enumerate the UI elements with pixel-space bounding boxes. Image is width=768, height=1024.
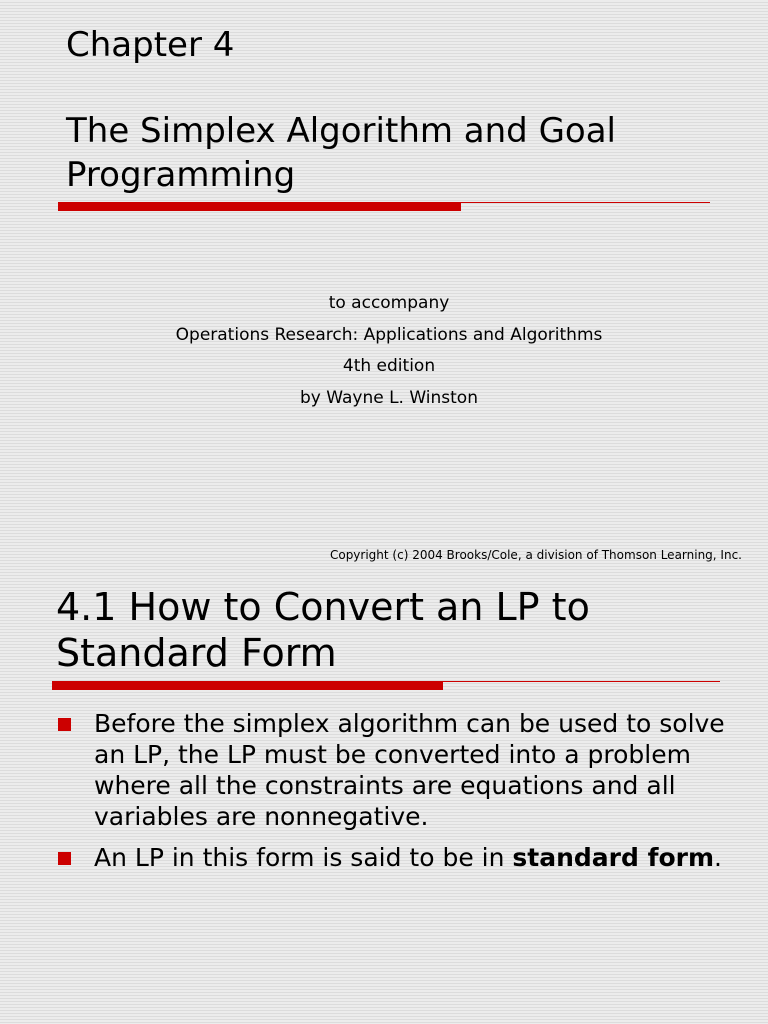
section-title: 4.1 How to Convert an LP to Standard Form xyxy=(56,585,590,675)
list-item xyxy=(56,842,736,873)
copyright-notice: Copyright (c) 2004 Brooks/Cole, a division of Thomson Learning, Inc. xyxy=(329,548,742,562)
square-bullet-icon xyxy=(58,718,71,731)
slide-2 xyxy=(0,574,768,1024)
bold-term: standard form xyxy=(512,843,715,872)
bullet-list xyxy=(56,708,736,883)
edition-line: 4th edition xyxy=(342,356,436,376)
bullet-text: Before the simplex algorithm can be used to solve an LP, the LP must be converted into a problem where all the constraints are equations and all variables are nonnegative. xyxy=(94,709,725,831)
accompany-line: to accompany xyxy=(328,293,450,313)
title-underline-thin xyxy=(461,202,710,203)
title-underline-thick xyxy=(58,202,461,211)
square-bullet-icon xyxy=(58,852,71,865)
accompany-block xyxy=(0,288,768,414)
book-title-line: Operations Research: Applications and Algorithms xyxy=(175,324,603,345)
slide-title: The Simplex Algorithm and Goal Programming xyxy=(66,111,616,195)
author-line: by Wayne L. Winston xyxy=(299,387,478,408)
chapter-label: Chapter 4 xyxy=(66,25,235,65)
title-underline-thick xyxy=(52,681,443,690)
list-item xyxy=(56,708,736,832)
bullet-text: An LP in this form is said to be in xyxy=(94,843,513,872)
bullet-text-end: . xyxy=(714,843,722,872)
title-underline-thin xyxy=(443,681,720,682)
